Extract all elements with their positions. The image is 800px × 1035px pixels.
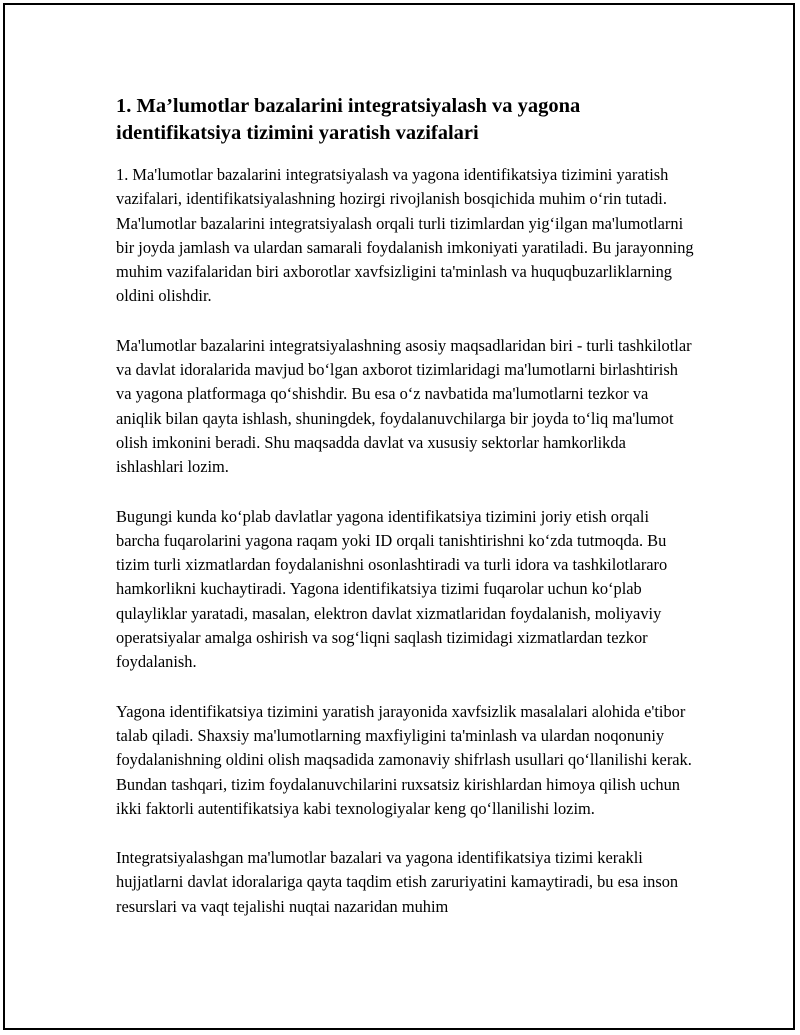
document-body (116, 93, 696, 944)
paragraph: Yagona identifikatsiya tizimini yaratish jarayonida xavfsizlik masalalari alohida e'tibor talab qiladi. Shaxsiy ma'lumotlarning maxfiyligini ta'minlash va ulardan noqonuniy foydalanishning oldini olish maqsadida zamonaviy shifrlash usullari qo‘llanilishi kerak. Bundan tashqari, tizim foydalanuvchilarini ruxsatsiz kirishlardan himoya qilish uchun ikki faktorli autentifikatsiya kabi texnologiyalar keng qo‘llanilishi lozim. (116, 701, 692, 818)
paragraph: Integratsiyalashgan ma'lumotlar bazalari va yagona identifikatsiya tizimi kerakli hujjatlarni davlat idoralariga qayta taqdim etish zaruriyatini kamaytiradi, bu esa inson resurslari va vaqt tejalishi nuqtai nazaridan muhim (116, 848, 679, 916)
paragraph: Bugungi kunda ko‘plab davlatlar yagona identifikatsiya tizimini joriy etish orqali barcha fuqarolarini yagona raqam yoki ID orqali tanishtirishni ko‘zda tutmoqda. Bu tizim turli xizmatlardan foydalanishni osonlashtiradi va turli idora va tashkilotlararo hamkorlikni kuchaytiradi. Yagona identifikatsiya tizimi fuqarolar uchun ko‘plab qulayliklar yaratadi, masalan, elektron davlat xizmatlaridan foydalanish, moliyaviy operatsiyalar amalga oshirish va sog‘liqni saqlash tizimidagi xizmatlardan tezkor foydalanish. (116, 506, 668, 672)
paragraph: 1. Ma'lumotlar bazalarini integratsiyalash va yagona identifikatsiya tizimini yaratish vazifalari, identifikatsiyalashning hozirgi rivojlanish bosqichida muhim o‘rin tutadi. Ma'lumotlar bazalarini integratsiyalash orqali turli tizimlardan yig‘ilgan ma'lumotlarni bir joyda jamlash va ulardan samarali foydalanish imkoniyati yaratiladi. Bu jarayonning muhim vazifalaridan biri axborotlar xavfsizligini ta'minlash va huquqbuzarliklarning oldini olishdir. (116, 165, 694, 306)
section-heading: 1. Ma’lumotlar bazalarini integratsiyalash va yagona identifikatsiya tizimini yaratish vazifalari (116, 95, 581, 144)
paragraph: Ma'lumotlar bazalarini integratsiyalashning asosiy maqsadlaridan biri - turli tashkilotlar va davlat idoralarida mavjud bo‘lgan axborot tizimlaridagi ma'lumotlarni birlashtirish va yagona platformaga qo‘shishdir. Bu esa o‘z navbatida ma'lumotlarni tezkor va aniqlik bilan qayta ishlash, shuningdek, foydalanuvchilarga bir joyda to‘liq ma'lumot olish imkonini beradi. Shu maqsadda davlat va xususiy sektorlar hamkorlikda ishlashlari lozim. (116, 335, 692, 477)
